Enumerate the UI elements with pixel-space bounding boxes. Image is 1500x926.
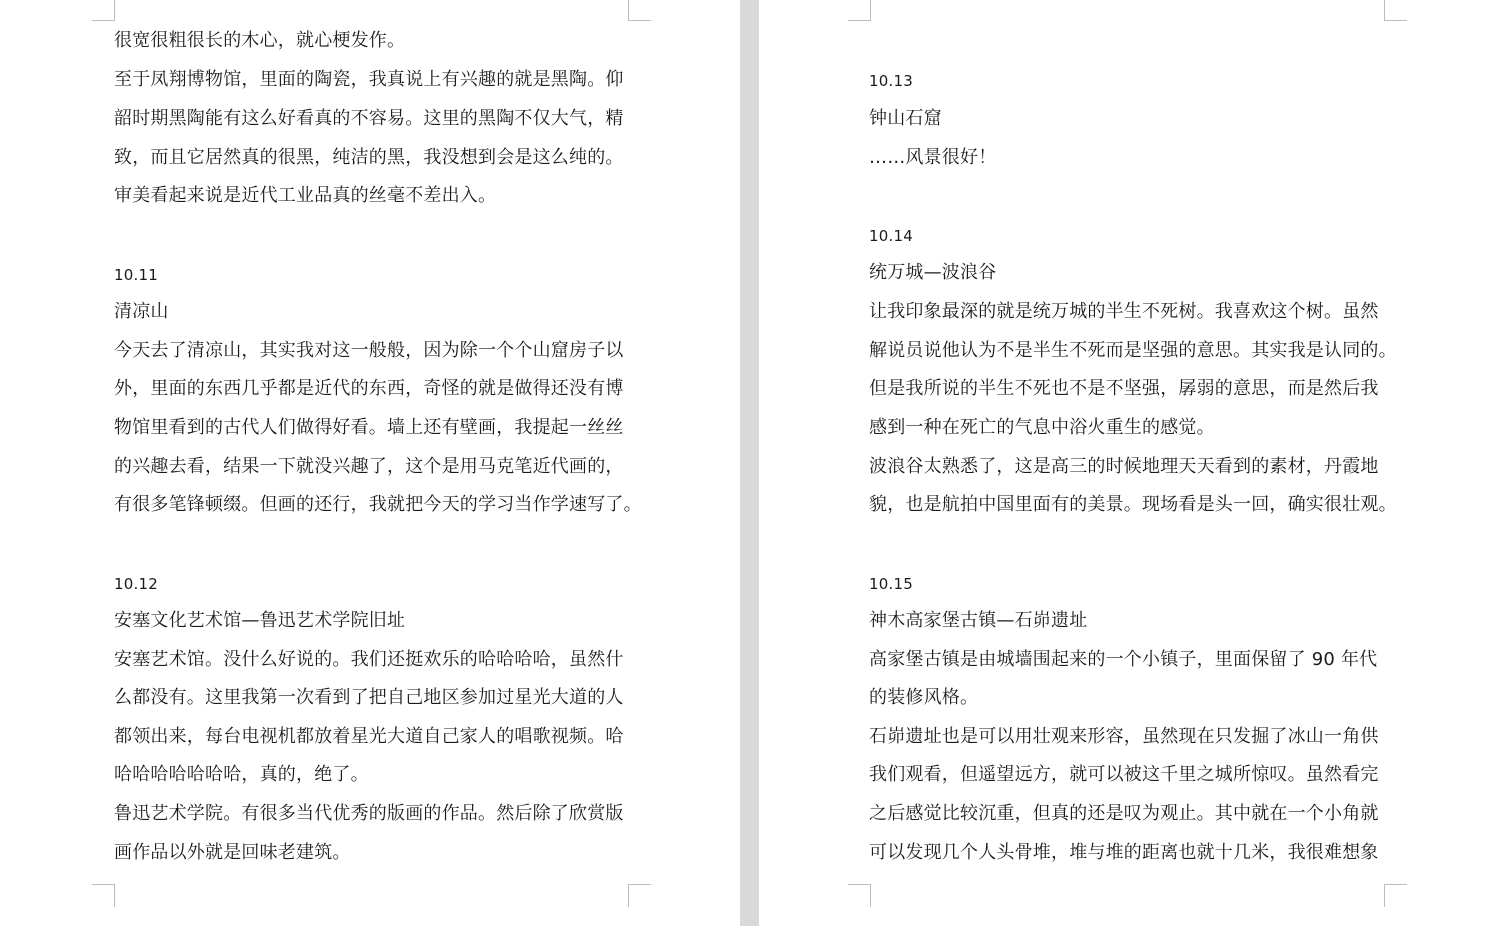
entry-date: 10.15 [869,575,913,593]
body-text-line: 之后感觉比较沉重，但真的还是叹为观止。其中就在一个小角就 [869,803,1379,824]
body-text-line: 我们观看，但遥望远方，就可以被这千里之城所惊叹。虽然看完 [869,764,1379,785]
body-text-line: 画作品以外就是回味老建筑。 [114,842,351,863]
entry-place-title: 清凉山 [114,301,169,322]
body-text-line: 韶时期黑陶能有这么好看真的不容易。这里的黑陶不仅大气，精 [114,108,624,129]
entry-date: 10.11 [114,266,158,284]
document-page-right [759,0,1500,926]
crop-mark-bottom-left [848,884,871,907]
crop-mark-bottom-left [92,884,115,907]
body-text-line: 的装修风格。 [869,687,979,708]
body-text-line: 外，里面的东西几乎都是近代的东西，奇怪的就是做得还没有博 [114,378,624,399]
crop-mark-top-left [92,0,115,21]
entry-place-title: 钟山石窟 [869,108,942,129]
crop-mark-top-right [1384,0,1407,21]
body-text-line: 至于凤翔博物馆，里面的陶瓷，我真说上有兴趣的就是黑陶。仰 [114,69,624,90]
document-page-left [0,0,740,926]
body-text-line: 感到一种在死亡的气息中浴火重生的感觉。 [869,417,1215,438]
entry-place-title: 神木高家堡古镇—石峁遗址 [869,610,1088,631]
body-text-line: 今天去了清凉山，其实我对这一般般，因为除一个个山窟房子以 [114,340,624,361]
body-text-line: 解说员说他认为不是半生不死而是坚强的意思。其实我是认同的。 [869,340,1397,361]
body-text-line: 的兴趣去看，结果一下就没兴趣了，这个是用马克笔近代画的， [114,456,624,477]
crop-mark-bottom-right [628,884,651,907]
body-text-line: 物馆里看到的古代人们做得好看。墙上还有壁画，我提起一丝丝 [114,417,624,438]
body-text-line: 让我印象最深的就是统万城的半生不死树。我喜欢这个树。虽然 [869,301,1379,322]
crop-mark-top-left [848,0,871,21]
crop-mark-bottom-right [1384,884,1407,907]
body-text-line: 高家堡古镇是由城墙围起来的一个小镇子，里面保留了 90 年代 [869,649,1378,670]
entry-place-title: 统万城—波浪谷 [869,262,997,283]
crop-mark-top-right [628,0,651,21]
body-text-line: 审美看起来说是近代工业品真的丝毫不差出入。 [114,185,497,206]
body-text-line: ……风景很好！ [869,147,997,168]
body-text-line: 貌，也是航拍中国里面有的美景。现场看是头一回，确实很壮观。 [869,494,1397,515]
body-text-line: 波浪谷太熟悉了，这是高三的时候地理天天看到的素材，丹霞地 [869,456,1379,477]
body-text-line: 致，而且它居然真的很黑，纯洁的黑，我没想到会是这么纯的。 [114,147,624,168]
body-text-line: 石峁遗址也是可以用壮观来形容，虽然现在只发掘了冰山一角供 [869,726,1379,747]
body-text-line: 安塞艺术馆。没什么好说的。我们还挺欢乐的哈哈哈哈，虽然什 [114,649,624,670]
body-text-line: 哈哈哈哈哈哈哈，真的，绝了。 [114,764,369,785]
body-text-line: 都领出来，每台电视机都放着星光大道自己家人的唱歌视频。哈 [114,726,624,747]
entry-place-title: 安塞文化艺术馆—鲁迅艺术学院旧址 [114,610,406,631]
body-text-line: 很宽很粗很长的木心，就心梗发作。 [114,30,406,51]
entry-date: 10.12 [114,575,158,593]
entry-date: 10.14 [869,227,913,245]
body-text-line: 可以发现几个人头骨堆，堆与堆的距离也就十几米，我很难想象 [869,842,1379,863]
entry-date: 10.13 [869,72,913,90]
body-text-line: 么都没有。这里我第一次看到了把自己地区参加过星光大道的人 [114,687,624,708]
body-text-line: 但是我所说的半生不死也不是不坚强，孱弱的意思，而是然后我 [869,378,1379,399]
body-text-line: 鲁迅艺术学院。有很多当代优秀的版画的作品。然后除了欣赏版 [114,803,624,824]
body-text-line: 有很多笔锋顿缀。但画的还行，我就把今天的学习当作学速写了。 [114,494,642,515]
